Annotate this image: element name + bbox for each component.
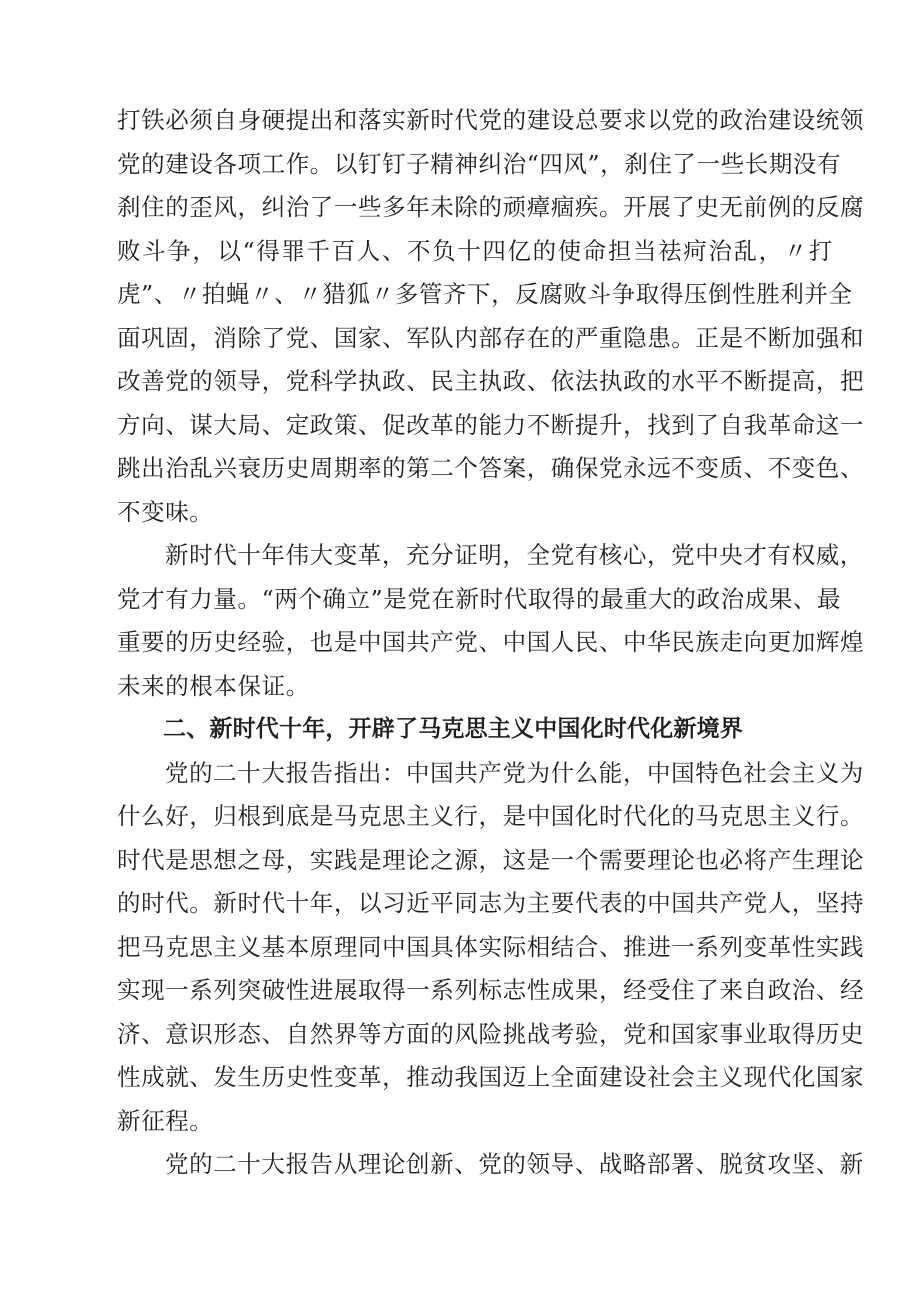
text-line: 跳出治乱兴衰历史周期率的第二个答案，确保党永远不变质、不变色、: [117, 454, 865, 482]
text-line: 败斗争，以“得罪千百人、不负十四亿的使命担当祛疴治乱，〃打: [117, 236, 833, 265]
text-line: 打铁必须自身硬提出和落实新时代党的建设总要求以党的政治建设统领: [117, 106, 865, 134]
text-line: 时代是思想之母，实践是理论之源，这是一个需要理论也必将产生理论: [117, 845, 865, 874]
text-line: 未来的根本保证。: [117, 671, 310, 700]
text-line: 把马克思主义基本原理同中国具体实际相结合、推进一系列变革性实践: [117, 932, 865, 961]
text-line: 方向、谋大局、定政策、促改革的能力不断提升，找到了自我革命这一: [117, 410, 865, 439]
text-line: 性成就、发生历史性变革，推动我国迈上全面建设社会主义现代化国家: [117, 1063, 865, 1091]
text-line: 实现一系列突破性进展取得一系列标志性成果，经受住了来自政治、经: [117, 976, 865, 1004]
text-line: 新时代十年伟大变革，充分证明，全党有核心，党中央才有权威，: [165, 541, 864, 569]
text-line: 济、意识形态、自然界等方面的风险挑战考验，党和国家事业取得历史: [117, 1019, 865, 1048]
text-line: 重要的历史经验，也是中国共产党、中国人民、中华民族走向更加辉煌: [117, 628, 865, 656]
text-line: 改善党的领导，党科学执政、民主执政、依法执政的水平不断提高，把: [117, 367, 865, 395]
document-body: [117, 99, 865, 1187]
section-heading: 二、新时代十年，开辟了马克思主义中国化时代化新境界: [163, 716, 743, 742]
text-line: 不变味。: [117, 497, 214, 526]
text-line: 党的二十大报告指出：中国共产党为什么能，中国特色社会主义为: [165, 758, 864, 787]
text-line: 面巩固，消除了党、国家、军队内部存在的严重隐患。正是不断加强和: [117, 323, 865, 352]
text-line: 党的建设各项工作。以钉钉子精神纠治“四风”，刹住了一些长期没有: [117, 149, 842, 178]
text-line: 新征程。: [117, 1106, 214, 1135]
text-line: 党的二十大报告从理论创新、党的领导、战略部署、脱贫攻坚、新: [165, 1150, 864, 1178]
text-line: 的时代。新时代十年，以习近平同志为主要代表的中国共产党人，坚持: [117, 889, 865, 917]
text-line: 刹住的歪风，纠治了一些多年未除的顽瘴痼疾。开展了史无前例的反腐: [117, 193, 865, 221]
text-line: 什么好，归根到底是马克思主义行，是中国化时代化的马克思主义行。: [117, 802, 865, 830]
text-line: 党才有力量。“两个确立”是党在新时代取得的最重大的政治成果、最: [117, 584, 842, 613]
text-line: 虎”、〃拍蝇〃、〃猎狐〃多管齐下，反腐败斗争取得压倒性胜利并全: [117, 280, 853, 308]
